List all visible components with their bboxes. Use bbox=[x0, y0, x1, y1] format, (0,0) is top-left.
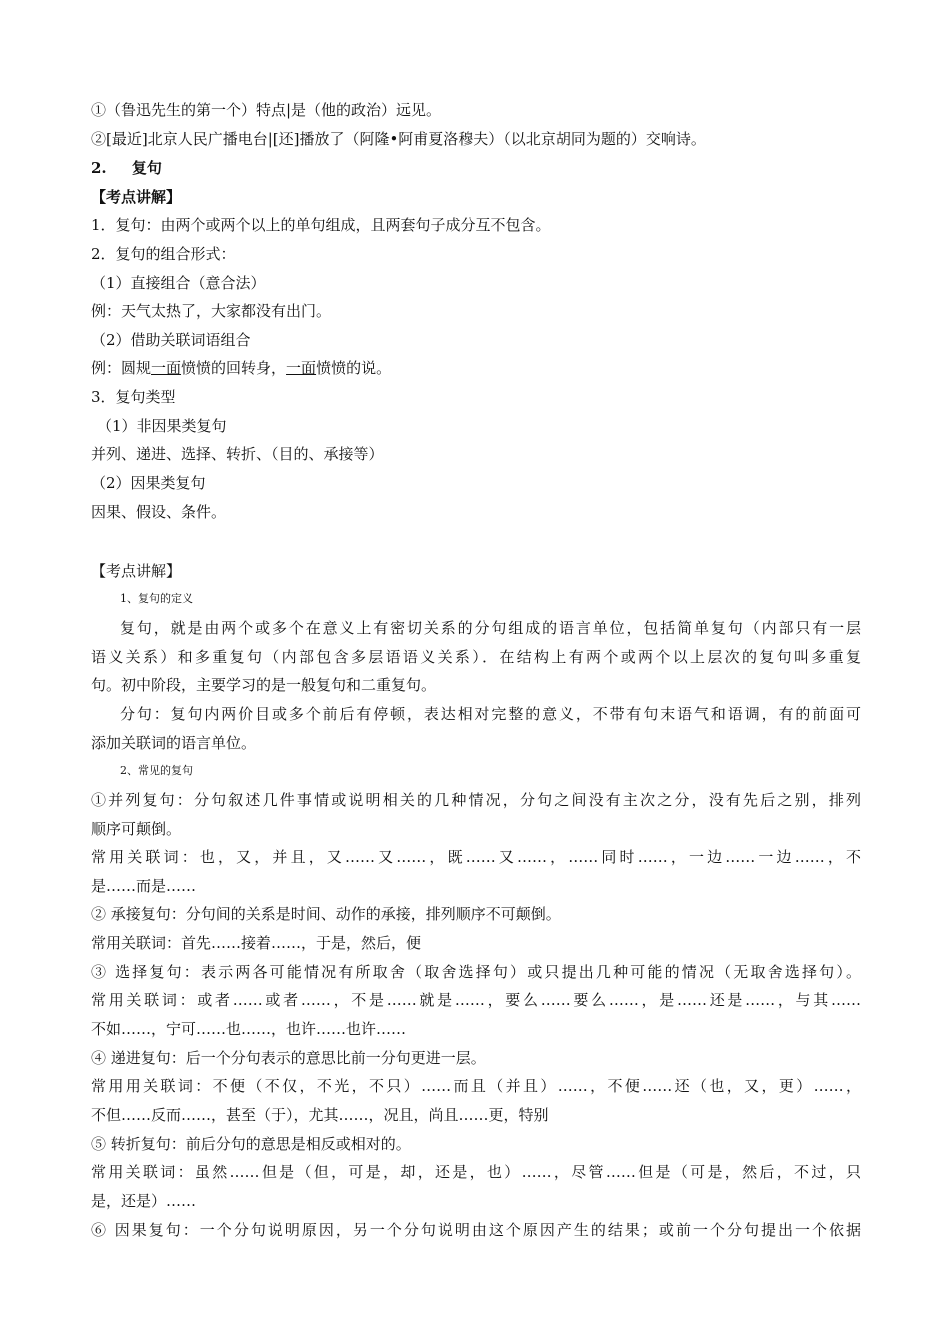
section-number: 2. bbox=[91, 159, 107, 177]
text-fragment: 愤愤的说。 bbox=[316, 359, 392, 377]
paragraph-line: 是，还是）…… bbox=[91, 1192, 197, 1210]
paragraph-line: ④ 递进复句：后一个分句表示的意思比前一分句更进一层。 bbox=[91, 1049, 486, 1067]
underlined-word: 一面 bbox=[151, 359, 182, 377]
section-title: 复句 bbox=[131, 159, 162, 177]
text-line: （1）直接组合（意合法） bbox=[91, 274, 266, 292]
paragraph-line: 常用关联词：也，又，并且，又……又……，既……又……，……同时……，一边……一边……，不 bbox=[91, 848, 861, 866]
subheading: 1、复句的定义 bbox=[120, 592, 193, 605]
text-line: 例：天气太热了，大家都没有出门。 bbox=[91, 302, 332, 320]
paragraph-line: 常用关联词：或者……或者……，不是……就是……，要么……要么……，是……还是……，与其…… bbox=[91, 991, 861, 1009]
text-line: （2）借助关联词语组合 bbox=[91, 331, 251, 349]
paragraph-line: ② 承接复句：分句间的关系是时间、动作的承接，排列顺序不可颠倒。 bbox=[91, 905, 561, 923]
paragraph-line: ⑥ 因果复句：一个分句说明原因，另一个分句说明由这个原因产生的结果；或前一个分句提出一个依据 bbox=[91, 1221, 861, 1239]
key-points-heading-2: 【考点讲解】 bbox=[91, 562, 182, 580]
text-line: 并列、递进、选择、转折、（目的、承接等） bbox=[91, 445, 384, 463]
paragraph-line: 不但……反而……，甚至（于），尤其……，况且，尚且……更，特别 bbox=[91, 1106, 549, 1124]
text-line: 因果、假设、条件。 bbox=[91, 503, 227, 521]
text-line: 2．复句的组合形式： bbox=[91, 245, 236, 263]
underlined-word: 一面 bbox=[286, 359, 317, 377]
key-points-heading: 【考点讲解】 bbox=[91, 188, 182, 206]
text-line: （2）因果类复句 bbox=[91, 474, 206, 492]
paragraph-line: 是……而是…… bbox=[91, 877, 197, 895]
paragraph-line: 语义关系）和多重复句（内部包含多层语语义关系）．在结构上有两个或两个以上层次的复句叫多重复 bbox=[91, 648, 861, 666]
paragraph-line: 分句：复句内两价目或多个前后有停顿，表达相对完整的意义，不带有句末语气和语调，有的前面可 bbox=[120, 705, 861, 723]
text-line: 3．复句类型 bbox=[91, 388, 176, 406]
subheading: 2、常见的复句 bbox=[120, 764, 193, 777]
paragraph-line: 复句，就是由两个或多个在意义上有密切关系的分句组成的语言单位，包括简单复句（内部只有一层 bbox=[120, 619, 861, 637]
paragraph-line: 顺序可颠倒。 bbox=[91, 820, 182, 838]
paragraph-line: 常用关联词：首先……接着……，于是，然后，便 bbox=[91, 934, 422, 952]
example-sentence-2: ②[最近]北京人民广播电台|[还]播放了（阿隆•阿甫夏洛穆夫）（以北京胡同为题的）交响诗。 bbox=[91, 130, 706, 148]
text-line: （1）非因果类复句 bbox=[97, 417, 227, 435]
paragraph-line: 句。初中阶段，主要学习的是一般复句和二重复句。 bbox=[91, 676, 437, 694]
paragraph-line: 不如……，宁可……也……，也许……也许…… bbox=[91, 1020, 407, 1038]
text-line: 1．复句：由两个或两个以上的单句组成，且两套句子成分互不包含。 bbox=[91, 216, 551, 234]
paragraph-line: 常用用关联词：不便（不仅，不光，不只）……而且（并且）……，不便……还（也，又，更）……， bbox=[91, 1077, 861, 1095]
text-fragment: 例：圆规 bbox=[91, 359, 152, 377]
example-sentence-1: ①（鲁迅先生的第一个）特点|是（他的政治）远见。 bbox=[91, 101, 442, 119]
text-fragment: 愤愤的回转身， bbox=[181, 359, 287, 377]
paragraph-line: 添加关联词的语言单位。 bbox=[91, 734, 257, 752]
paragraph-line: 常用关联词：虽然……但是（但，可是，却，还是，也）……，尽管……但是（可是，然后，不过，只 bbox=[91, 1163, 861, 1181]
paragraph-line: ①并列复句：分句叙述几件事情或说明相关的几种情况，分句之间没有主次之分，没有先后之别，排列 bbox=[91, 791, 861, 809]
paragraph-line: ③ 选择复句：表示两各可能情况有所取舍（取舍选择句）或只提出几种可能的情况（无取舍选择句）。 bbox=[91, 963, 861, 981]
example-underlined bbox=[91, 358, 861, 378]
paragraph-line: ⑤ 转折复句：前后分句的意思是相反或相对的。 bbox=[91, 1135, 411, 1153]
section-heading bbox=[91, 158, 861, 178]
